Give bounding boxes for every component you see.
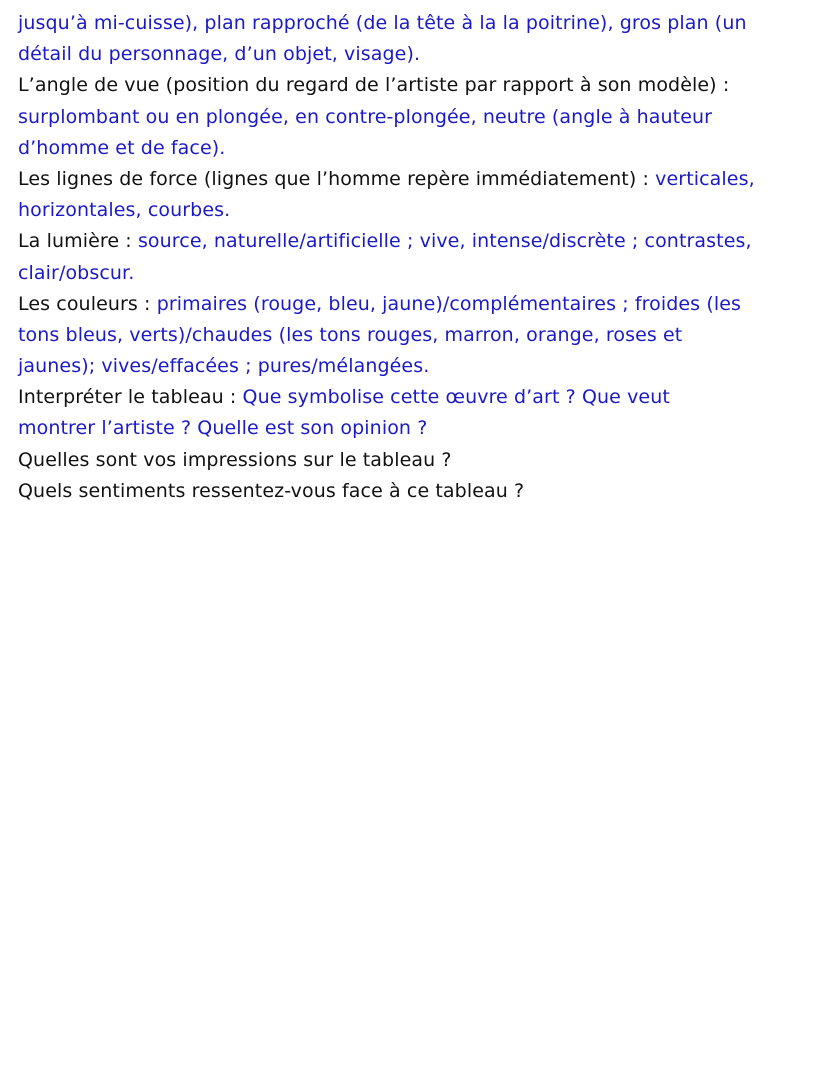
text-line (18, 351, 818, 382)
text-line (18, 320, 818, 351)
line-text: source, naturelle/artificielle ; vive, intense/discrète ; contrastes, (137, 230, 752, 253)
text-line (18, 382, 818, 413)
line-text: clair/obscur. (18, 261, 135, 284)
line-text: détail du personnage, d’un objet, visage). (18, 43, 421, 66)
text-line (18, 39, 818, 70)
line-text: tons bleus, verts)/chaudes (les tons rouges, marron, orange, roses et (18, 323, 683, 346)
lumiere-heading: La lumière : (18, 230, 138, 253)
text-line (18, 413, 818, 444)
lignes-de-force-heading: Les lignes de force (lignes que l’homme repère immédiatement) : (18, 167, 656, 190)
text-line (18, 445, 818, 476)
text-line (18, 195, 818, 226)
line-text: jusqu’à mi-cuisse), plan rapproché (de la tête à la la poitrine), gros plan (un (18, 12, 747, 34)
line-text: primaires (rouge, bleu, jaune)/complémentaires ; froides (les (156, 292, 742, 315)
text-line (18, 258, 818, 289)
interpreter-heading: Interpréter le tableau : (18, 386, 243, 409)
line-text: verticales, (655, 167, 755, 190)
text-line (18, 164, 818, 195)
text-line (18, 289, 818, 320)
couleurs-heading: Les couleurs : (18, 292, 157, 315)
text-line (18, 226, 818, 257)
line-text: montrer l’artiste ? Quelle est son opinion ? (18, 417, 428, 440)
line-text: d’homme et de face). (18, 136, 226, 159)
line-text: surplombant ou en plongée, en contre-plongée, neutre (angle à hauteur (18, 105, 713, 128)
line-text: horizontales, courbes. (18, 199, 231, 222)
angle-de-vue-heading: L’angle de vue (position du regard de l’artiste par rapport à son modèle) : (18, 74, 730, 97)
sentiments-question: Quels sentiments ressentez-vous face à ce tableau ? (18, 479, 525, 502)
text-line (18, 476, 818, 507)
text-line (18, 8, 818, 39)
text-line (18, 133, 818, 164)
text-line (18, 102, 818, 133)
document-page (18, 8, 818, 507)
line-text: jaunes); vives/effacées ; pures/mélangées. (18, 355, 430, 378)
line-text: Que symbolise cette œuvre d’art ? Que veut (242, 386, 670, 409)
text-line (18, 70, 818, 101)
impressions-question: Quelles sont vos impressions sur le tableau ? (18, 448, 452, 471)
